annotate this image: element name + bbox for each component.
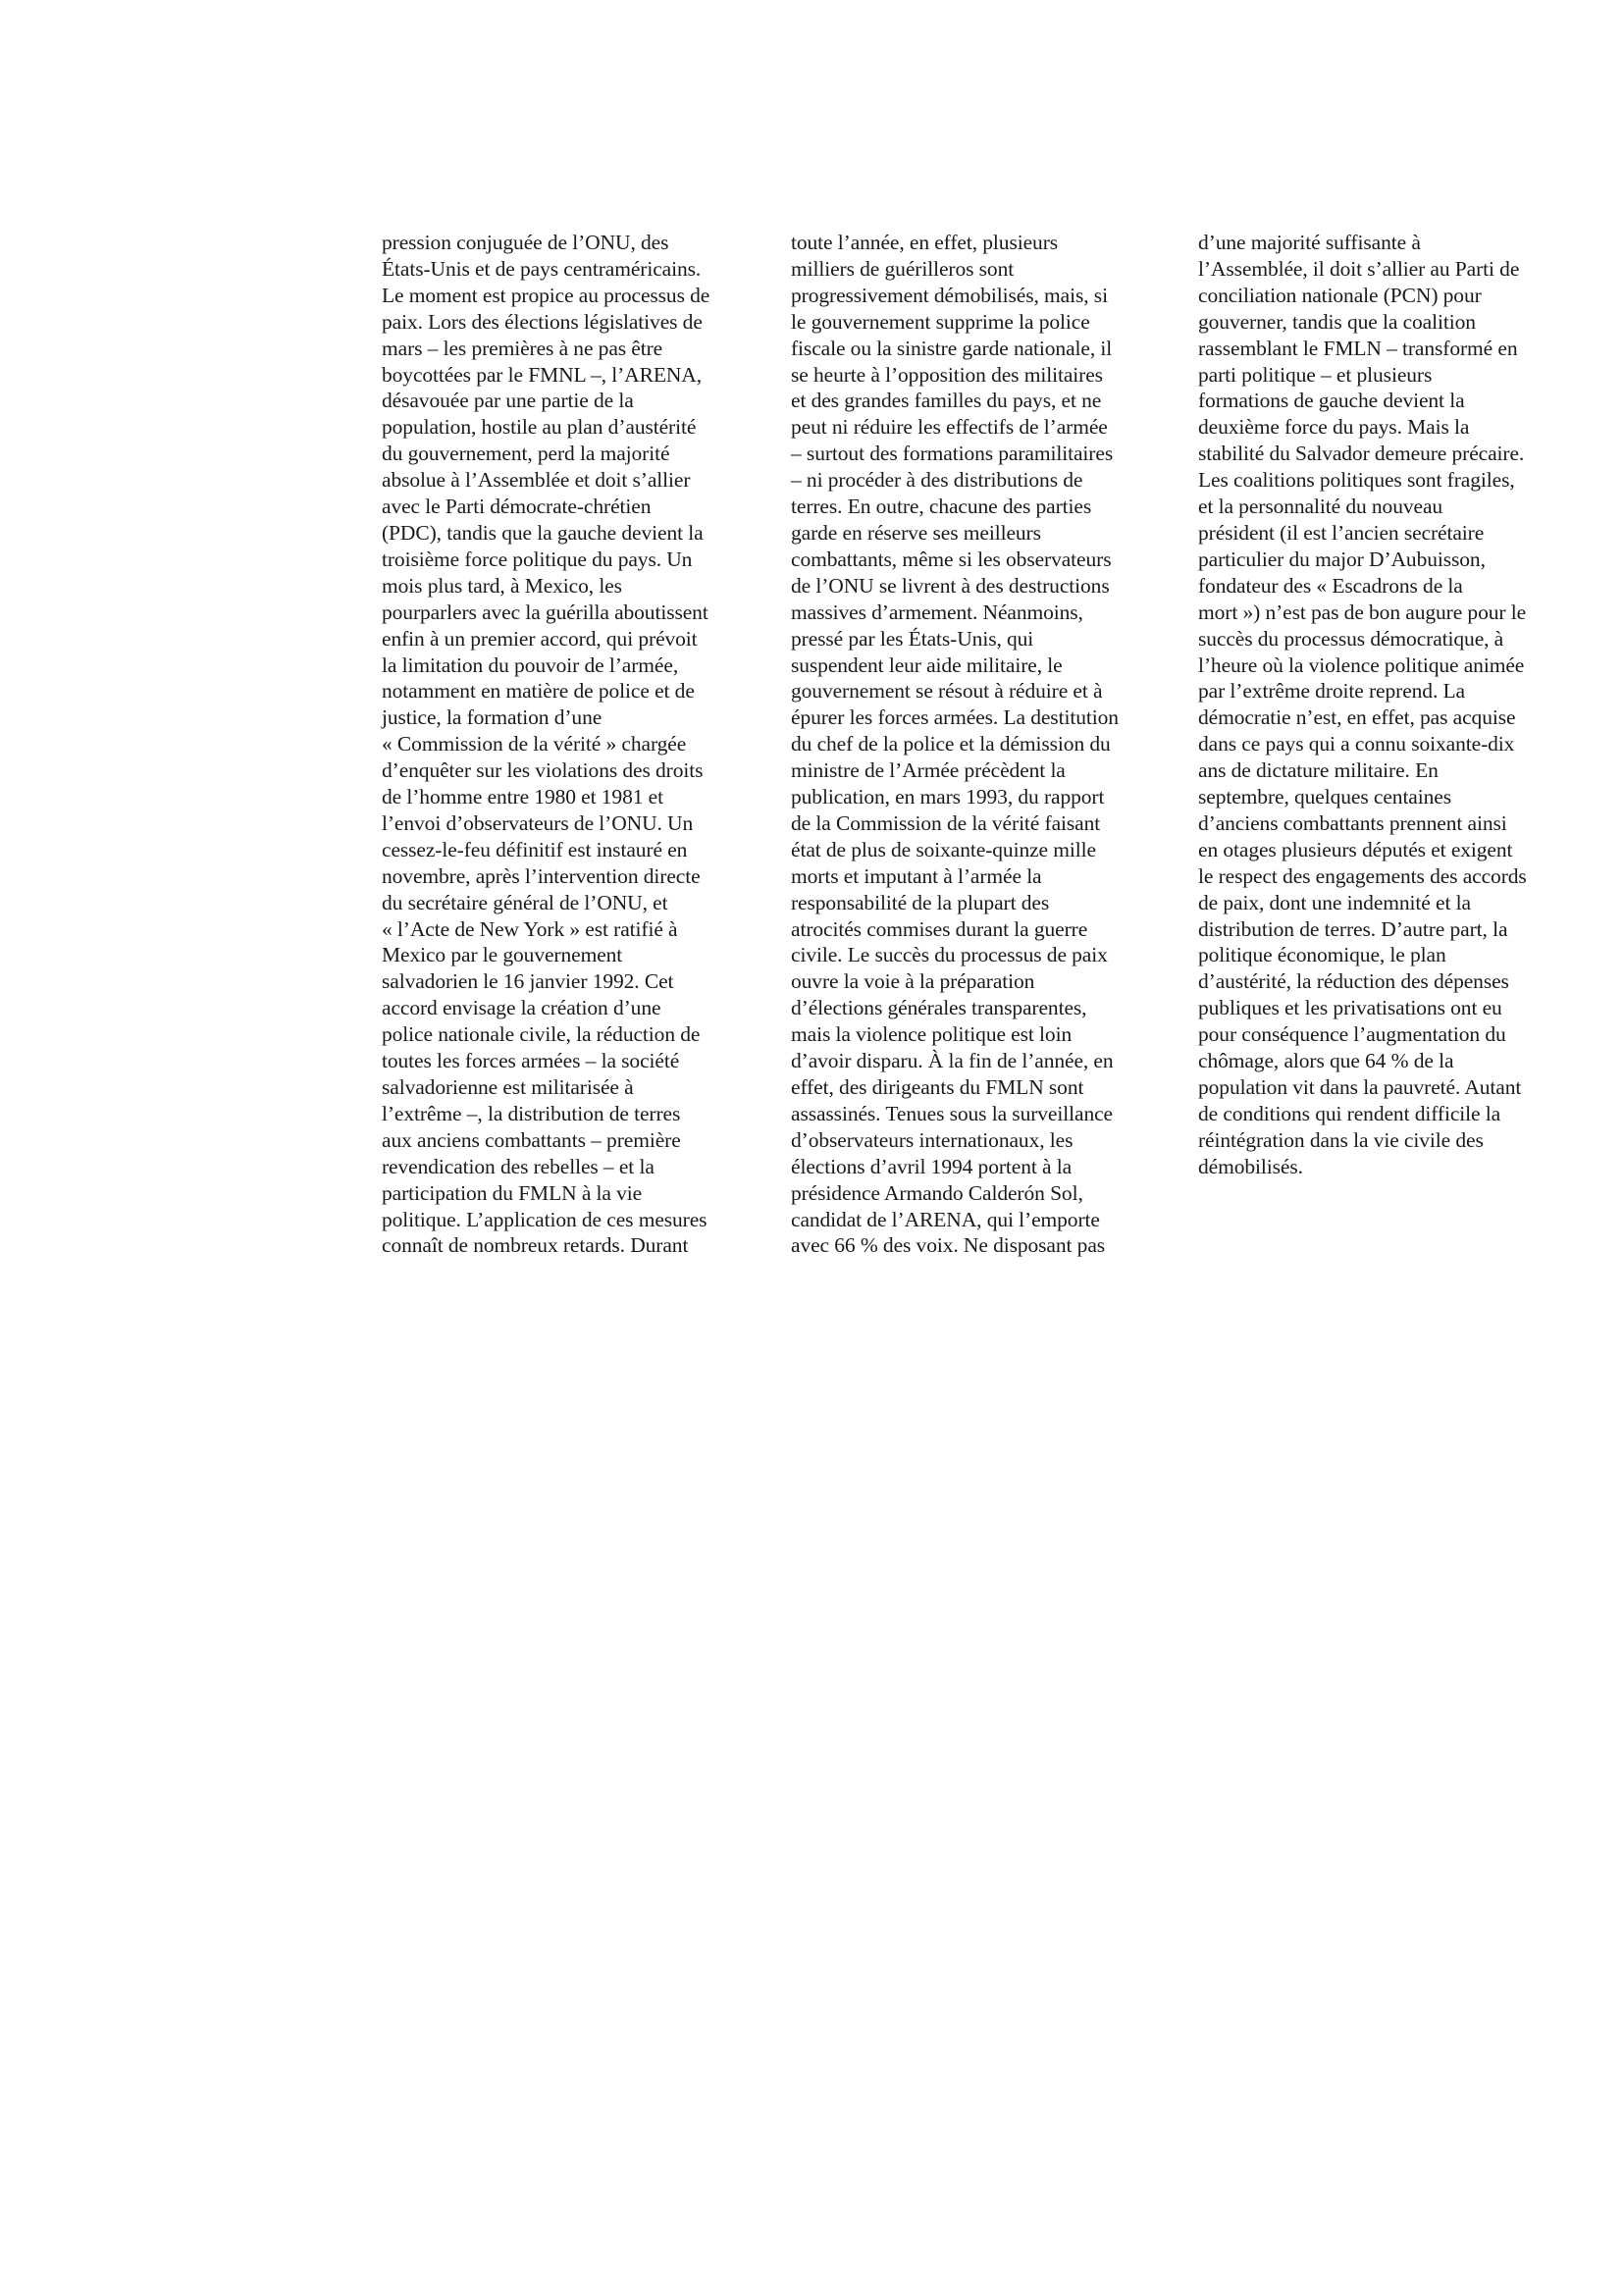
text-column-3: d’une majorité suffisante à l’Assemblée, il doit s’allier au Parti de conciliation nationale (PCN) pour gouverner, tandis que la coalition rassemblant le FMLN – transformé en parti politique – et plusieurs formations de gauche devient la deuxième force du pays. Mais la stabilité du Salvador demeure précaire. Les coalitions politiques sont fragiles, et la personnalité du nouveau président (il est l’ancien secrétaire particulier du major D’Aubuisson, fondateur des « Escadrons de la mort ») n’est pas de bon augure pour le succès du processus démocratique, à l’heure où la violence politique animée par l’extrême droite reprend. La démocratie n’est, en effet, pas acquise dans ce pays qui a connu soixante-dix ans de dictature militaire. En septembre, quelques centaines d’anciens combattants prennent ainsi en otages plusieurs députés et exigent le respect des engagements des accords de paix, dont une indemnité et la distribution de terres. D’autre part, la politique économique, le plan d’austérité, la réduction des dépenses publiques et les privatisations ont eu pour conséquence l’augmentation du chômage, alors que 64 % de la population vit dans la pauvreté. Autant de conditions qui rendent difficile la réintégration dans la vie civile des démobilisés. — [1198, 231, 1527, 1178]
text-column-1: pression conjuguée de l’ONU, des États-Unis et de pays centraméricains. Le moment est propice au processus de paix. Lors des élections législatives de mars – les premières à ne pas être boycottées par le FMNL –, l’ARENA, désavouée par une partie de la population, hostile au plan d’austérité du gouvernement, perd la majorité absolue à l’Assemblée et doit s’allier avec le Parti démocrate-chrétien (PDC), tandis que la gauche devient la troisième force politique du pays. Un mois plus tard, à Mexico, les pourparlers avec la guérilla aboutissent enfin à un premier accord, qui prévoit la limitation du pouvoir de l’armée, notamment en matière de police et de justice, la formation d’une « Commission de la vérité » chargée d’enquêter sur les violations des droits de l’homme entre 1980 et 1981 et l’envoi d’observateurs de l’ONU. Un cessez-le-feu définitif est instauré en novembre, après l’intervention directe du secrétaire général de l’ONU, et « l’Acte de New York » est ratifié à Mexico par le gouvernement salvadorien le 16 janvier 1992. Cet accord envisage la création d’une police nationale civile, la réduction de toutes les forces armées – la société salvadorienne est militarisée à l’extrême –, la distribution de terres aux anciens combattants – première revendication des rebelles – et la participation du FMLN à la vie politique. L’application de ces mesures connaît de nombreux retards. Durant — [382, 231, 710, 1258]
text-column-2: toute l’année, en effet, plusieurs milliers de guérilleros sont progressivement démobilisés, mais, si le gouvernement supprime la police fiscale ou la sinistre garde nationale, il se heurte à l’opposition des militaires et des grandes familles du pays, et ne peut ni réduire les effectifs de l’armée – surtout des formations paramilitaires – ni procéder à des distributions de terres. En outre, chacune des parties garde en réserve ses meilleurs combattants, même si les observateurs de l’ONU se livrent à des destructions massives d’armement. Néanmoins, pressé par les États-Unis, qui suspendent leur aide militaire, le gouvernement se résout à réduire et à épurer les forces armées. La destitution du chef de la police et la démission du ministre de l’Armée précèdent la publication, en mars 1993, du rapport de la Commission de la vérité faisant état de plus de soixante-quinze mille morts et imputant à l’armée la responsabilité de la plupart des atrocités commises durant la guerre civile. Le succès du processus de paix ouvre la voie à la préparation d’élections générales transparentes, mais la violence politique est loin d’avoir disparu. À la fin de l’année, en effet, des dirigeants du FMLN sont assassinés. Tenues sous la surveillance d’observateurs internationaux, les élections d’avril 1994 portent à la présidence Armando Calderón Sol, candidat de l’ARENA, qui l’emporte avec 66 % des voix. Ne disposant pas — [791, 231, 1119, 1258]
